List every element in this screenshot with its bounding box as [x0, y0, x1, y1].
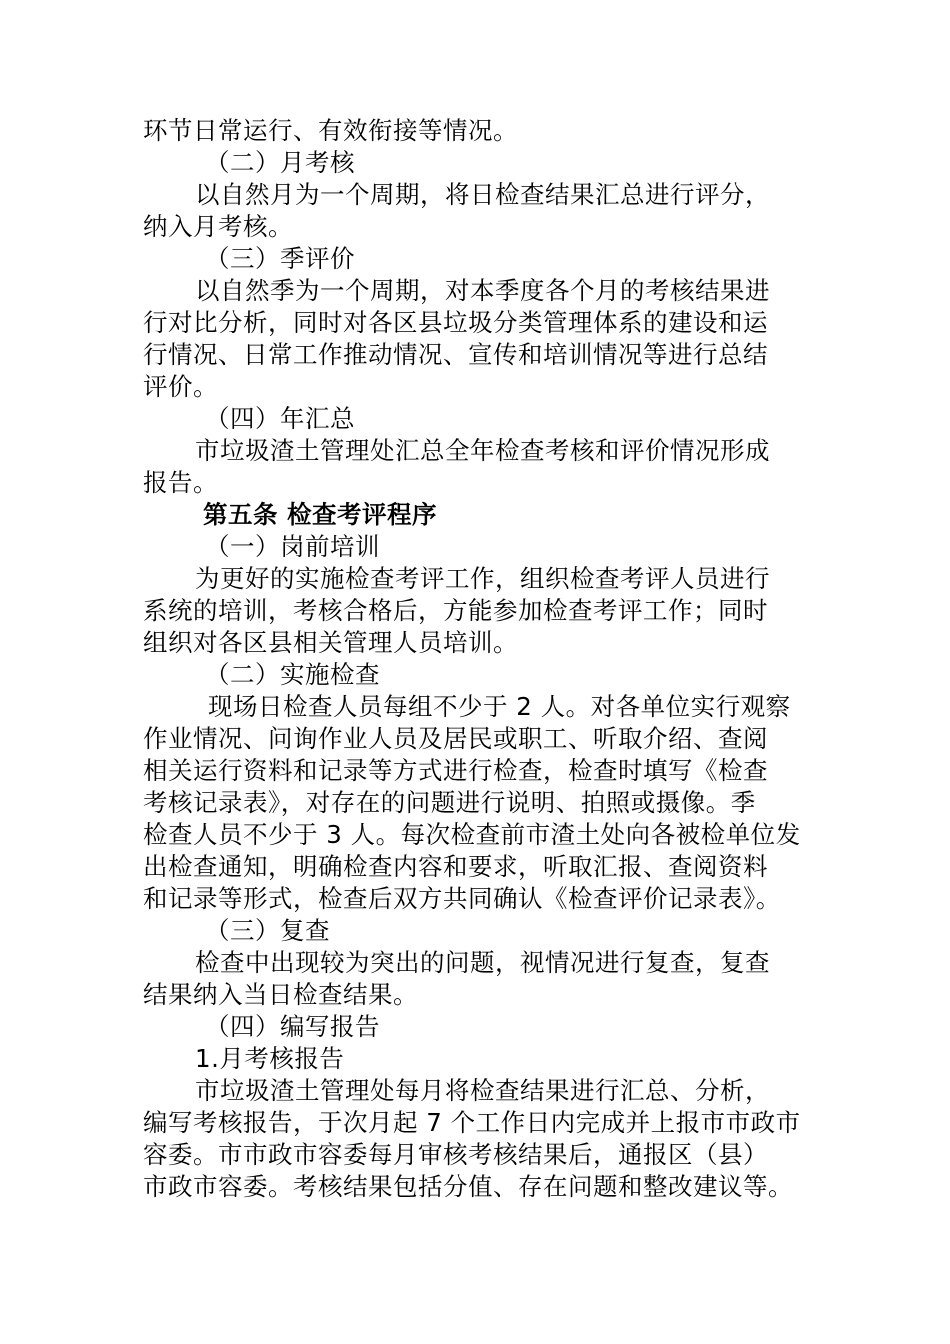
subheading: （一）岗前培训: [205, 532, 380, 561]
paragraph-line: 组织对各区县相关管理人员培训。: [143, 628, 518, 657]
paragraph-line: 市政市容委。考核结果包括分值、存在问题和整改建议等。: [143, 1172, 793, 1201]
paragraph-line: 结果纳入当日检查结果。: [143, 980, 418, 1009]
paragraph-line: 评价。: [143, 372, 218, 401]
subheading: （二）月考核: [205, 148, 355, 177]
paragraph-line: 市垃圾渣土管理处每月将检查结果进行汇总、分析，: [195, 1076, 770, 1105]
subheading: （四）年汇总: [205, 404, 355, 433]
subheading: （二）实施检查: [205, 660, 380, 689]
paragraph-line: 考核记录表》，对存在的问题进行说明、拍照或摄像。季: [143, 788, 756, 817]
paragraph-line: 市垃圾渣土管理处汇总全年检查考核和评价情况形成: [195, 436, 770, 465]
subheading: （四）编写报告: [205, 1012, 380, 1041]
paragraph-line: 行情况、日常工作推动情况、宣传和培训情况等进行总结: [143, 340, 768, 369]
paragraph-line: 检查中出现较为突出的问题，视情况进行复查，复查: [195, 948, 770, 977]
subheading: （三）季评价: [205, 244, 355, 273]
paragraph-line: 报告。: [143, 468, 218, 497]
subheading: （三）复查: [205, 916, 330, 945]
paragraph-line: 作业情况、问询作业人员及居民或职工、听取介绍、查阅: [143, 724, 768, 753]
paragraph-line: 纳入月考核。: [143, 212, 293, 241]
paragraph-line: 编写考核报告，于次月起 7 个工作日内完成并上报市市政市: [143, 1108, 801, 1137]
paragraph-line: 检查人员不少于 3 人。每次检查前市渣土处向各被检单位发: [143, 820, 801, 849]
subheading: 1.月考核报告: [195, 1044, 345, 1073]
paragraph-line: 容委。市市政市容委每月审核考核结果后，通报区（县）: [143, 1140, 768, 1169]
paragraph-line: 以自然月为一个周期，将日检查结果汇总进行评分，: [195, 180, 770, 209]
paragraph-line: 相关运行资料和记录等方式进行检查，检查时填写《检查: [143, 756, 768, 785]
paragraph-line: 出检查通知，明确检查内容和要求，听取汇报、查阅资料: [143, 852, 768, 881]
paragraph-line: 为更好的实施检查考评工作，组织检查考评人员进行: [195, 564, 770, 593]
paragraph-line: 现场日检查人员每组不少于 2 人。对各单位实行观察: [208, 692, 791, 721]
paragraph-line: 以自然季为一个周期，对本季度各个月的考核结果进: [195, 276, 770, 305]
paragraph-line: 环节日常运行、有效衔接等情况。: [143, 116, 518, 145]
section-heading: 第五条 检查考评程序: [203, 500, 438, 529]
paragraph-line: 系统的培训，考核合格后，方能参加检查考评工作；同时: [143, 596, 768, 625]
paragraph-line: 和记录等形式，检查后双方共同确认《检查评价记录表》。: [143, 884, 781, 913]
paragraph-line: 行对比分析，同时对各区县垃圾分类管理体系的建设和运: [143, 308, 768, 337]
